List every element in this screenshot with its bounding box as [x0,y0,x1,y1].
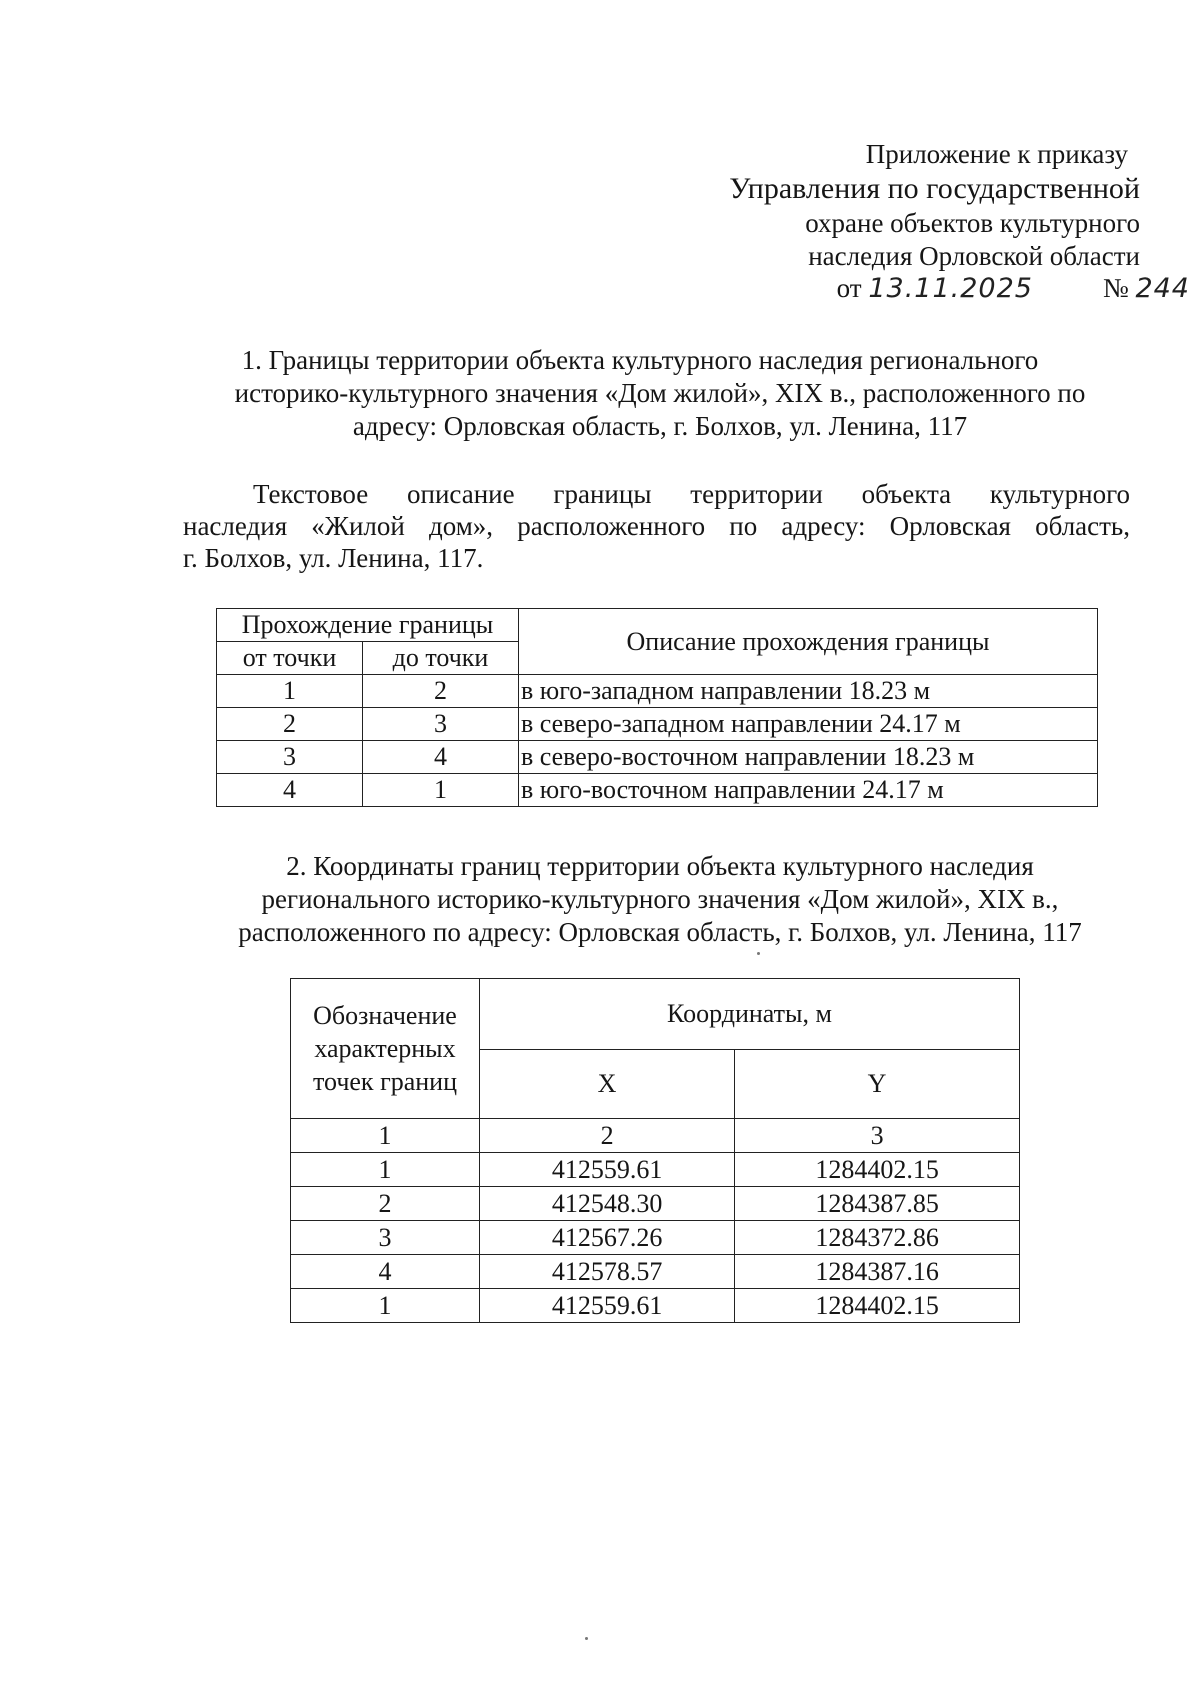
date-number-row [620,273,1190,304]
header-description: Описание прохождения границы [519,609,1098,675]
section-2-title-line-3: расположенного по адресу: Орловская область, г. Болхов, ул. Ленина, 117 [238,917,1082,947]
coordinates-table [290,978,1020,1323]
cell-y: 1284387.16 [735,1255,1020,1289]
cell-description: в юго-восточном направлении 24.17 м [519,774,1098,807]
cell-y: 1284402.15 [735,1289,1020,1323]
cell-point: 4 [291,1255,480,1289]
description-line-1: Текстовое описание границы территории объекта культурного [253,479,1130,509]
cell-description: в северо-восточном направлении 18.23 м [519,741,1098,774]
cell-x: 412578.57 [480,1255,735,1289]
table-row [217,675,1098,708]
section-1-title-line-1: 1. Границы территории объекта культурного наследия регионального [241,345,1039,375]
table-row [217,741,1098,774]
table-row [291,1187,1020,1221]
handwritten-number: 244 [1135,273,1190,304]
index-cell: 3 [735,1119,1020,1153]
index-cell: 1 [291,1119,480,1153]
number-field [1103,273,1190,304]
table-row [217,708,1098,741]
description-line-2: наследия «Жилой дом», расположенного по адресу: Орловская область, [183,511,1130,541]
cell-from: 3 [217,741,363,774]
handwritten-date: 13.11.2025 [868,273,1033,304]
cell-point: 2 [291,1187,480,1221]
index-cell: 2 [480,1119,735,1153]
cell-description: в северо-западном направлении 24.17 м [519,708,1098,741]
section-2-title [180,850,1140,949]
table-index-row [291,1119,1020,1153]
header-line-2: Управления по государственной [729,172,1140,205]
cell-y: 1284372.86 [735,1221,1020,1255]
cell-to: 3 [363,708,519,741]
cell-point: 1 [291,1153,480,1187]
section-1-title-line-3: адресу: Орловская область, г. Болхов, ул. Ленина, 117 [352,411,968,441]
section-1-title [180,344,1140,443]
cell-to: 2 [363,675,519,708]
number-label: № [1102,273,1129,303]
cell-from: 1 [217,675,363,708]
table-header-row [217,609,1098,642]
appendix-header [620,138,1190,304]
header-x: X [480,1050,735,1119]
table-header-row [291,979,1020,1050]
cell-y: 1284387.85 [735,1187,1020,1221]
header-passage: Прохождение границы [217,609,519,642]
table-row [291,1255,1020,1289]
cell-from: 2 [217,708,363,741]
cell-x: 412548.30 [480,1187,735,1221]
table-row [291,1221,1020,1255]
boundary-table [216,608,1098,807]
cell-point: 3 [291,1221,480,1255]
cell-x: 412567.26 [480,1221,735,1255]
table-row [291,1153,1020,1187]
description-line-3: г. Болхов, ул. Ленина, 117. [183,543,484,573]
from-label: от [836,273,862,303]
cell-x: 412559.61 [480,1153,735,1187]
header-line-4: наследия Орловской области [808,241,1140,271]
table-row [291,1289,1020,1323]
header-coordinates: Координаты, м [480,979,1020,1050]
cell-point: 1 [291,1289,480,1323]
header-points: Обозначение характерных точек границ [291,979,480,1119]
header-to-point: до точки [363,642,519,675]
scan-speck [585,1637,588,1640]
section-2-title-line-1: 2. Координаты границ территории объекта культурного наследия [286,851,1034,881]
cell-to: 4 [363,741,519,774]
boundary-text-description [183,478,1130,574]
header-y: Y [735,1050,1020,1119]
scan-speck [757,952,760,955]
cell-x: 412559.61 [480,1289,735,1323]
cell-y: 1284402.15 [735,1153,1020,1187]
header-line-1: Приложение к приказу [865,139,1128,169]
section-1-title-line-2: историко-культурного значения «Дом жилой», XIX в., расположенного по [234,378,1086,408]
date-field [837,273,1033,304]
cell-from: 4 [217,774,363,807]
table-row [217,774,1098,807]
header-line-3: охране объектов культурного [805,208,1140,238]
cell-to: 1 [363,774,519,807]
section-2-title-line-2: регионального историко-культурного значения «Дом жилой», XIX в., [261,884,1059,914]
header-from-point: от точки [217,642,363,675]
cell-description: в юго-западном направлении 18.23 м [519,675,1098,708]
